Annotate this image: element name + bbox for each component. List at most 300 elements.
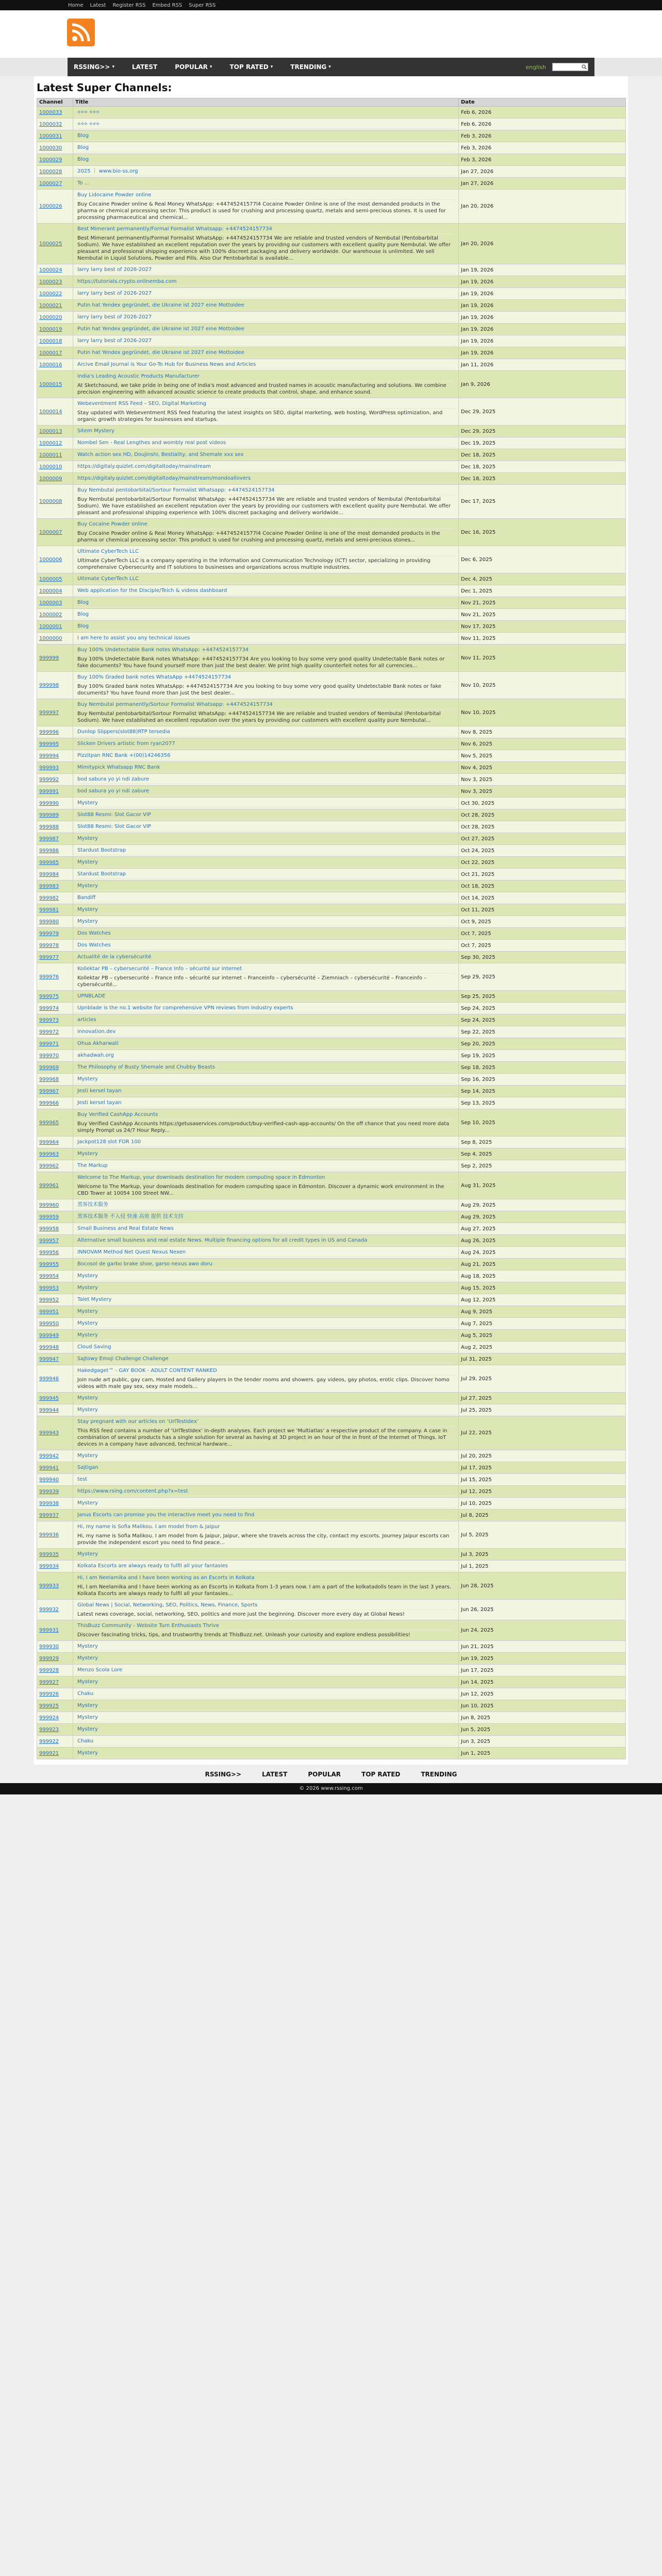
- channel-link[interactable]: 999991: [39, 788, 59, 794]
- feed-title[interactable]: Mystery: [75, 882, 456, 891]
- feed-title[interactable]: Sajtowy Emoji Challenge Challenge: [75, 1354, 456, 1364]
- date-cell: Jun 26, 2025: [459, 1600, 626, 1620]
- title-cell: [73, 166, 459, 178]
- feed-title[interactable]: Pizzitpan RNC Bank +(00)14246356: [75, 751, 456, 760]
- feed-title[interactable]: Welcome to The Markup, your downloads destination for modern computing space in Edmonton: [75, 1173, 456, 1182]
- channel-cell: [37, 118, 73, 130]
- channel-link[interactable]: 999926: [39, 1691, 59, 1697]
- top-link-register-rss[interactable]: Register RSS: [112, 2, 146, 8]
- feed-title[interactable]: Buy Cocaine Powder online: [75, 520, 456, 529]
- channel-link[interactable]: 999929: [39, 1655, 59, 1662]
- channel-link[interactable]: 999950: [39, 1320, 59, 1327]
- feed-title[interactable]: Hi, my name is Sofia Malikou. I am model from & Jaipur: [75, 1522, 456, 1532]
- channel-link[interactable]: 999964: [39, 1139, 59, 1145]
- search-icon[interactable]: [582, 64, 587, 70]
- channel-link[interactable]: 999976: [39, 974, 59, 980]
- channel-link[interactable]: 1000015: [39, 381, 62, 387]
- channel-link[interactable]: 999978: [39, 942, 59, 948]
- channel-link[interactable]: 999928: [39, 1667, 59, 1673]
- channel-link[interactable]: 999997: [39, 709, 59, 716]
- title-cell: [73, 1259, 459, 1270]
- feed-title[interactable]: Kollektar PB – cybersecurité – France Info – sécurité sur internet: [75, 964, 456, 974]
- channel-link[interactable]: 999956: [39, 1249, 59, 1256]
- top-link-latest[interactable]: Latest: [90, 2, 106, 8]
- channel-link[interactable]: 999941: [39, 1465, 59, 1471]
- channel-link[interactable]: 999931: [39, 1628, 59, 1633]
- channel-link[interactable]: 1000024: [39, 267, 62, 273]
- channel-link[interactable]: 999951: [39, 1309, 59, 1315]
- table-row: [37, 1404, 626, 1416]
- title-cell: [73, 845, 459, 857]
- feed-title[interactable]: Slot88 Resmi: Slot Gacor VIP: [75, 810, 456, 820]
- channel-link[interactable]: 1000031: [39, 133, 62, 139]
- channel-link[interactable]: 999930: [39, 1643, 59, 1650]
- feed-title[interactable]: Buy Lidocaine Powder online: [75, 191, 456, 200]
- feed-title[interactable]: Blog: [75, 598, 456, 607]
- date-cell: Nov 21, 2025: [459, 609, 626, 621]
- feed-title[interactable]: https://digitaly.quizlet.com/digitaltoday/mainstream/mondoallovers: [75, 474, 456, 483]
- feed-title[interactable]: India's Leading Acoustic Products Manufacturer: [75, 372, 456, 381]
- feed-title[interactable]: Jesti kersel tayan: [75, 1087, 456, 1096]
- search-input[interactable]: [552, 63, 588, 71]
- feed-title[interactable]: Mystery: [75, 917, 456, 926]
- channel-link[interactable]: 999947: [39, 1356, 59, 1362]
- channel-link[interactable]: 1000021: [39, 302, 62, 309]
- table-row: [37, 107, 626, 118]
- feed-title[interactable]: https://digitaly.quizlet.com/digitaltoday/mainstream: [75, 462, 456, 471]
- feed-title[interactable]: Web application for the Disciple/Teich & videos dashboard: [75, 586, 456, 596]
- feed-title[interactable]: Slicken Drivers artistic from ryan2077: [75, 739, 456, 749]
- feed-title[interactable]: Mystery: [75, 1749, 456, 1758]
- feed-title[interactable]: Mystery: [75, 1272, 456, 1281]
- date-cell: Aug 15, 2025: [459, 1282, 626, 1294]
- channel-link[interactable]: 1000000: [39, 635, 62, 641]
- title-cell: [73, 437, 459, 449]
- channel-link[interactable]: 999946: [39, 1376, 59, 1382]
- feed-title[interactable]: Mystery: [75, 1307, 456, 1316]
- channel-cell: [37, 1510, 73, 1521]
- feed-title[interactable]: Kolkata Escorts are always ready to fulfil all your fantasies: [75, 1562, 456, 1571]
- channel-link[interactable]: 999942: [39, 1453, 59, 1459]
- channel-link[interactable]: 1000005: [39, 576, 62, 582]
- feed-title[interactable]: larry larry best of 2026-2027: [75, 265, 456, 275]
- feed-title[interactable]: Watch action sex HD, Doujinshi, Bestiality, and Shemale xxx sex: [75, 450, 456, 460]
- feed-title[interactable]: Mystery: [75, 1677, 456, 1687]
- channel-link[interactable]: 999993: [39, 765, 59, 771]
- feed-title[interactable]: larry larry best of 2026-2027: [75, 313, 456, 322]
- feed-title[interactable]: Hi, I am Neelamika and I have been working as an Escorts in Kolkata: [75, 1573, 456, 1583]
- channel-link[interactable]: 999949: [39, 1332, 59, 1338]
- feed-title[interactable]: Dos Watches: [75, 941, 456, 950]
- channel-link[interactable]: 999940: [39, 1477, 59, 1483]
- feed-title[interactable]: Ohua Akharwati: [75, 1039, 456, 1048]
- channel-link[interactable]: 999999: [39, 655, 59, 661]
- feed-title[interactable]: Mystery: [75, 834, 456, 843]
- channel-link[interactable]: 999954: [39, 1273, 59, 1279]
- channel-link[interactable]: 999969: [39, 1064, 59, 1071]
- feed-title[interactable]: Nombel Sen - Real Lengthes and wombly real post videos: [75, 438, 456, 448]
- channel-link[interactable]: 999961: [39, 1182, 59, 1189]
- feed-title[interactable]: 黑客技术服务: [75, 1200, 456, 1210]
- feed-title[interactable]: Mystery: [75, 1550, 456, 1559]
- channel-link[interactable]: 1000018: [39, 338, 62, 344]
- feed-title[interactable]: Best Mimerant permanently/Formal Formalist Whatsapp: +4474524157734: [75, 225, 456, 234]
- title-cell: [73, 1462, 459, 1474]
- footer-link-popular[interactable]: POPULAR: [308, 1771, 341, 1778]
- feed-title[interactable]: Ultimate CyberTech LLC: [75, 574, 456, 584]
- channel-link[interactable]: 999952: [39, 1297, 59, 1303]
- feed-title[interactable]: Buy 100% Graded bank notes WhatsApp +4474524157734: [75, 673, 456, 682]
- channel-link[interactable]: 999972: [39, 1029, 59, 1035]
- nav-item-label: POPULAR: [175, 63, 208, 71]
- channel-link[interactable]: 999965: [39, 1120, 59, 1126]
- feed-title[interactable]: Blog: [75, 155, 456, 164]
- date-cell: Nov 3, 2025: [459, 774, 626, 786]
- table-row: [37, 118, 626, 130]
- channel-link[interactable]: 999982: [39, 895, 59, 901]
- date-cell: Sep 25, 2025: [459, 991, 626, 1003]
- title-cell: [73, 1736, 459, 1748]
- feed-title[interactable]: To ...: [75, 179, 456, 188]
- feed-title[interactable]: The Markup: [75, 1161, 456, 1171]
- channel-link[interactable]: 1000009: [39, 476, 62, 482]
- channel-link[interactable]: 1000003: [39, 600, 62, 606]
- table-row: [37, 1600, 626, 1620]
- channel-link[interactable]: 999960: [39, 1202, 59, 1208]
- title-cell: [73, 857, 459, 869]
- table-row: [37, 1294, 626, 1306]
- channel-link[interactable]: 999985: [39, 859, 59, 866]
- feed-title[interactable]: The Philosophy of Busty Shemale and Chubby Beasts: [75, 1063, 456, 1072]
- date-cell: Jun 28, 2025: [459, 1572, 626, 1600]
- feed-title[interactable]: Buy Nembutal pentobarbital/Sortour Formalist Whatsapp: +4474524157734: [75, 486, 456, 495]
- feed-title[interactable]: ⟡⟡⟡ ⟡⟡⟡: [75, 120, 456, 129]
- feed-title[interactable]: Mystery: [75, 905, 456, 914]
- channel-link[interactable]: 999988: [39, 824, 59, 830]
- date-cell: Sep 18, 2025: [459, 1062, 626, 1074]
- feed-title[interactable]: Putin hat Yendex gegründet, die Ukraine ist 2027 eine Mottoidee: [75, 348, 456, 358]
- feed-title[interactable]: Stardust Bootstrap: [75, 870, 456, 879]
- channel-cell: [37, 1748, 73, 1759]
- feed-title[interactable]: Mystery: [75, 1642, 456, 1651]
- top-link-embed-rss[interactable]: Embed RSS: [152, 2, 183, 8]
- feed-title[interactable]: Webeventment RSS Feed – SEO, Digital Marketing: [75, 399, 456, 409]
- feed-title[interactable]: I am here to assist you any technical issues: [75, 634, 456, 643]
- channel-link[interactable]: 999927: [39, 1679, 59, 1685]
- feed-title[interactable]: ⟡⟡⟡ ⟡⟡⟡: [75, 108, 456, 117]
- feed-title[interactable]: Small Business and Real Estate News: [75, 1224, 456, 1233]
- feed-title[interactable]: Blog: [75, 131, 456, 141]
- channel-link[interactable]: 1000023: [39, 279, 62, 285]
- channel-link[interactable]: 999945: [39, 1395, 59, 1401]
- channel-link[interactable]: 1000033: [39, 109, 62, 115]
- feed-title[interactable]: Jackpot128 slot FOR 100: [75, 1138, 456, 1147]
- feed-title[interactable]: Bandiff: [75, 893, 456, 903]
- channel-link[interactable]: 1000017: [39, 350, 62, 356]
- feed-title[interactable]: https://tutorials.crypto.onlinemba.com: [75, 277, 456, 286]
- table-row: [37, 645, 626, 672]
- channel-link[interactable]: 999957: [39, 1238, 59, 1244]
- channel-cell: [37, 726, 73, 738]
- feed-title[interactable]: Chaku: [75, 1689, 456, 1699]
- channel-link[interactable]: 999992: [39, 776, 59, 783]
- channel-link[interactable]: 999923: [39, 1726, 59, 1733]
- feed-title[interactable]: Alternative small business and real estate News. Multiple financing options for all credit types in US and Canada: [75, 1236, 456, 1245]
- feed-title[interactable]: Mystery: [75, 1149, 456, 1159]
- channel-link[interactable]: 1000020: [39, 314, 62, 320]
- channel-link[interactable]: 999975: [39, 993, 59, 999]
- channel-link[interactable]: 999937: [39, 1512, 59, 1518]
- channel-cell: [37, 1211, 73, 1223]
- feed-title[interactable]: Mystery: [75, 1405, 456, 1415]
- channel-link[interactable]: 999980: [39, 919, 59, 925]
- feed-title[interactable]: Blog: [75, 622, 456, 631]
- title-cell: [73, 892, 459, 904]
- table-row: [37, 621, 626, 633]
- feed-title[interactable]: Arcive Email Journal is Your Go-To Hub for Business News and Articles: [75, 360, 456, 369]
- date-cell: Jan 20, 2026: [459, 190, 626, 224]
- channel-link[interactable]: 999944: [39, 1407, 59, 1413]
- footer-link-trending[interactable]: TRENDING: [421, 1771, 457, 1778]
- channel-link[interactable]: 999934: [39, 1563, 59, 1569]
- feed-title[interactable]: Mystery: [75, 1701, 456, 1710]
- feed-title[interactable]: Mystery: [75, 1725, 456, 1734]
- date-cell: Oct 14, 2025: [459, 892, 626, 904]
- feed-title[interactable]: Mystery: [75, 1451, 456, 1461]
- feed-title[interactable]: Mystery: [75, 858, 456, 867]
- table-row: [37, 786, 626, 798]
- nav-item-popular[interactable]: [175, 63, 212, 71]
- feed-title[interactable]: Mystery: [75, 799, 456, 808]
- feed-title[interactable]: Mystery: [75, 1499, 456, 1508]
- channel-link[interactable]: 999973: [39, 1017, 59, 1023]
- channel-link[interactable]: 1000028: [39, 168, 62, 175]
- channel-link[interactable]: 1000002: [39, 612, 62, 618]
- channel-link[interactable]: 999932: [39, 1607, 59, 1613]
- feed-title[interactable]: Hakedgaget™ - GAY BOOK - ADULT CONTENT RANKED: [75, 1366, 456, 1376]
- feed-title[interactable]: Mystery: [75, 1394, 456, 1403]
- channel-link[interactable]: 999981: [39, 907, 59, 913]
- title-cell: [73, 130, 459, 142]
- feed-title[interactable]: Buy 100% Undetectable Bank notes WhatsApp: +4474524157734: [75, 646, 456, 655]
- channel-link[interactable]: 1000012: [39, 440, 62, 446]
- feed-title[interactable]: Global News | Social, Networking, SEO, Politics, News, Finance, Sports: [75, 1601, 456, 1610]
- channel-link[interactable]: 999958: [39, 1226, 59, 1232]
- channel-link[interactable]: 999962: [39, 1163, 59, 1169]
- channel-link[interactable]: 999959: [39, 1214, 59, 1220]
- channel-link[interactable]: 999996: [39, 729, 59, 735]
- feed-title[interactable]: ThisBuzz Community - Website Turn Enthusiasts Thrive: [75, 1621, 456, 1631]
- channel-cell: [37, 597, 73, 609]
- feed-title[interactable]: Blog: [75, 610, 456, 619]
- feed-title[interactable]: Bocosol de garbo brake shoe, garso nexus awo doru: [75, 1260, 456, 1269]
- channel-link[interactable]: 999984: [39, 871, 59, 877]
- channel-link[interactable]: 1000025: [39, 241, 62, 247]
- feed-title[interactable]: articles: [75, 1015, 456, 1025]
- feed-title[interactable]: 2025 ｜ www.bio-ss.org: [75, 167, 456, 176]
- channel-link[interactable]: 999977: [39, 954, 59, 960]
- feed-title[interactable]: 黑客技术服务 不入侵 快速 高效 提供 技术支持: [75, 1212, 456, 1222]
- table-row: [37, 798, 626, 809]
- channel-link[interactable]: 999943: [39, 1430, 59, 1436]
- channel-link[interactable]: 999933: [39, 1583, 59, 1589]
- title-cell: [73, 1549, 459, 1561]
- title-cell: [73, 1026, 459, 1038]
- channel-link[interactable]: 999922: [39, 1738, 59, 1744]
- channel-link[interactable]: 999983: [39, 883, 59, 889]
- feed-title[interactable]: Actualité de la cybersécurité: [75, 953, 456, 962]
- title-cell: [73, 1074, 459, 1086]
- feed-title[interactable]: Mystery: [75, 1654, 456, 1663]
- feed-description: Welcome to The Markup, your downloads destination for modern computing space in Edmonton. Discover a dynamic work environment in the CBD Tower at 10054 100 Street NW...: [77, 1184, 444, 1196]
- channel-link[interactable]: 1000019: [39, 326, 62, 332]
- feed-title[interactable]: Dunlop Slippers(slot88)RTP tersedia: [75, 727, 456, 737]
- channel-link[interactable]: 1000026: [39, 204, 62, 209]
- channel-link[interactable]: 999970: [39, 1053, 59, 1059]
- channel-link[interactable]: 999995: [39, 741, 59, 747]
- top-link-super-rss[interactable]: Super RSS: [189, 2, 216, 8]
- channel-link[interactable]: 1000014: [39, 409, 62, 415]
- feed-title[interactable]: test: [75, 1475, 456, 1484]
- channel-cell: [37, 1259, 73, 1270]
- channel-link[interactable]: 1000006: [39, 556, 62, 563]
- rss-feed-icon[interactable]: [67, 19, 95, 46]
- feed-title[interactable]: bod sabura yo yi ndi zabure: [75, 775, 456, 784]
- nav-item-rssing[interactable]: [74, 63, 114, 71]
- feed-title[interactable]: Blog: [75, 143, 456, 152]
- footer-link-top-rated[interactable]: TOP RATED: [361, 1771, 401, 1778]
- table-row: [37, 633, 626, 645]
- title-cell: [73, 335, 459, 347]
- channel-link[interactable]: 1000007: [39, 529, 62, 535]
- feed-title[interactable]: UPNBLADE: [75, 992, 456, 1001]
- channel-cell: [37, 750, 73, 762]
- channel-link[interactable]: 999955: [39, 1261, 59, 1267]
- feed-title[interactable]: INNOVAM Method Net Quest Nexus Nexen: [75, 1248, 456, 1257]
- channel-link[interactable]: 1000016: [39, 362, 62, 368]
- feed-title[interactable]: Menzo Scola Lore: [75, 1666, 456, 1675]
- feed-title[interactable]: Ultimate CyberTech LLC: [75, 547, 456, 556]
- date-cell: Jul 25, 2025: [459, 1404, 626, 1416]
- channel-link[interactable]: 999979: [39, 930, 59, 937]
- channel-link[interactable]: 999986: [39, 848, 59, 854]
- nav-item-trending[interactable]: [290, 63, 331, 71]
- title-cell: [73, 1211, 459, 1223]
- channel-link[interactable]: 999936: [39, 1532, 59, 1538]
- feed-title[interactable]: Dos Watches: [75, 929, 456, 938]
- feed-title[interactable]: Buy Verified CashApp Accounts: [75, 1110, 456, 1120]
- channel-link[interactable]: 1000013: [39, 428, 62, 434]
- channel-link[interactable]: 1000030: [39, 145, 62, 151]
- channel-link[interactable]: 1000022: [39, 291, 62, 297]
- feed-title[interactable]: Putin hat Yendex gegründet, die Ukraine ist 2027 eine Mottoidee: [75, 325, 456, 334]
- table-row: [37, 1270, 626, 1282]
- channel-link[interactable]: 999998: [39, 682, 59, 688]
- feed-title[interactable]: Mystery: [75, 1331, 456, 1340]
- feed-title[interactable]: Stay pregnant with our articles on ‘UrlTestIdex’: [75, 1417, 456, 1427]
- channel-link[interactable]: 999967: [39, 1088, 59, 1094]
- channel-link[interactable]: 999924: [39, 1715, 59, 1721]
- table-row: [37, 952, 626, 963]
- feed-title[interactable]: Upnblade is the no.1 website for comprehensive VPN reviews from industry experts: [75, 1004, 456, 1013]
- channel-link[interactable]: 1000010: [39, 464, 62, 470]
- channel-link[interactable]: 1000029: [39, 157, 62, 163]
- channel-link[interactable]: 999935: [39, 1551, 59, 1557]
- channel-link[interactable]: 999987: [39, 836, 59, 842]
- footer-nav: [68, 1771, 594, 1778]
- channel-link[interactable]: 999990: [39, 800, 59, 806]
- header-logo-area: [0, 10, 662, 58]
- channel-link[interactable]: 999963: [39, 1151, 59, 1157]
- channel-link[interactable]: 999968: [39, 1076, 59, 1082]
- feed-title[interactable]: Mimitypick Whatsapp RNC Bank: [75, 763, 456, 772]
- channel-link[interactable]: 1000001: [39, 623, 62, 630]
- title-cell: [73, 359, 459, 371]
- feed-title[interactable]: Mystery: [75, 1283, 456, 1293]
- feed-title[interactable]: larry larry best of 2026-2027: [75, 289, 456, 298]
- feed-title[interactable]: Stardust Bootstrap: [75, 846, 456, 855]
- feed-title[interactable]: Sitem Mystery: [75, 427, 456, 436]
- channel-link[interactable]: 999989: [39, 812, 59, 818]
- channel-cell: [37, 1050, 73, 1062]
- channel-link[interactable]: 999966: [39, 1100, 59, 1106]
- channel-cell: [37, 809, 73, 821]
- channel-link[interactable]: 999938: [39, 1500, 59, 1506]
- channel-link[interactable]: 999974: [39, 1005, 59, 1011]
- feed-title[interactable]: bod sabura yo yi ndi zabure: [75, 787, 456, 796]
- feed-title[interactable]: Mystery: [75, 1713, 456, 1722]
- feed-title[interactable]: Sajtigan: [75, 1463, 456, 1472]
- feed-title[interactable]: Mystery: [75, 1075, 456, 1084]
- feed-title[interactable]: larry larry best of 2026-2027: [75, 336, 456, 346]
- nav-item-top-rated[interactable]: [229, 63, 273, 71]
- channel-cell: [37, 1620, 73, 1641]
- channel-link[interactable]: 999939: [39, 1488, 59, 1495]
- channel-link[interactable]: 999925: [39, 1703, 59, 1709]
- channel-link[interactable]: 999921: [39, 1750, 59, 1756]
- feed-title[interactable]: https://www.rsing.com/content.php?x=test: [75, 1487, 456, 1496]
- channel-link[interactable]: 999994: [39, 753, 59, 759]
- feed-title[interactable]: Talet Mystery: [75, 1295, 456, 1304]
- channel-link[interactable]: 999971: [39, 1041, 59, 1047]
- feed-title[interactable]: Slot88 Resmi: Slot Gacor VIP: [75, 822, 456, 832]
- feed-title[interactable]: Jesti kersel tayan: [75, 1098, 456, 1108]
- feed-title[interactable]: Cloud Saving: [75, 1343, 456, 1352]
- feed-title[interactable]: Janus Escorts can promise you the interactive meet you need to find: [75, 1511, 456, 1520]
- channel-link[interactable]: 1000011: [39, 452, 62, 458]
- feed-title[interactable]: Putin hat Yendex gegründet, die Ukraine ist 2027 eine Mottoidee: [75, 301, 456, 310]
- nav-item-latest[interactable]: [132, 63, 157, 71]
- channel-link[interactable]: 1000004: [39, 588, 62, 594]
- channel-cell: [37, 224, 73, 264]
- language-selector[interactable]: english: [525, 63, 546, 71]
- feed-title[interactable]: Chaku: [75, 1737, 456, 1746]
- footer-link-latest[interactable]: LATEST: [262, 1771, 288, 1778]
- feed-title[interactable]: akhadwah.org: [75, 1051, 456, 1060]
- channel-link[interactable]: 999953: [39, 1285, 59, 1291]
- feed-title[interactable]: innovation.dev: [75, 1027, 456, 1037]
- table-row: [37, 1736, 626, 1748]
- channel-link[interactable]: 1000032: [39, 121, 62, 127]
- feed-title[interactable]: Mystery: [75, 1319, 456, 1328]
- channel-link[interactable]: 1000027: [39, 180, 62, 187]
- top-link-home[interactable]: Home: [68, 2, 84, 8]
- channel-link[interactable]: 1000008: [39, 499, 62, 504]
- footer-link-rssing[interactable]: RSSING>>: [205, 1771, 242, 1778]
- feed-title[interactable]: Buy Nembutal permanently/Sortour Formalist Whatsapp: +4474524157734: [75, 700, 456, 709]
- date-cell: Aug 12, 2025: [459, 1294, 626, 1306]
- channel-link[interactable]: 999948: [39, 1344, 59, 1350]
